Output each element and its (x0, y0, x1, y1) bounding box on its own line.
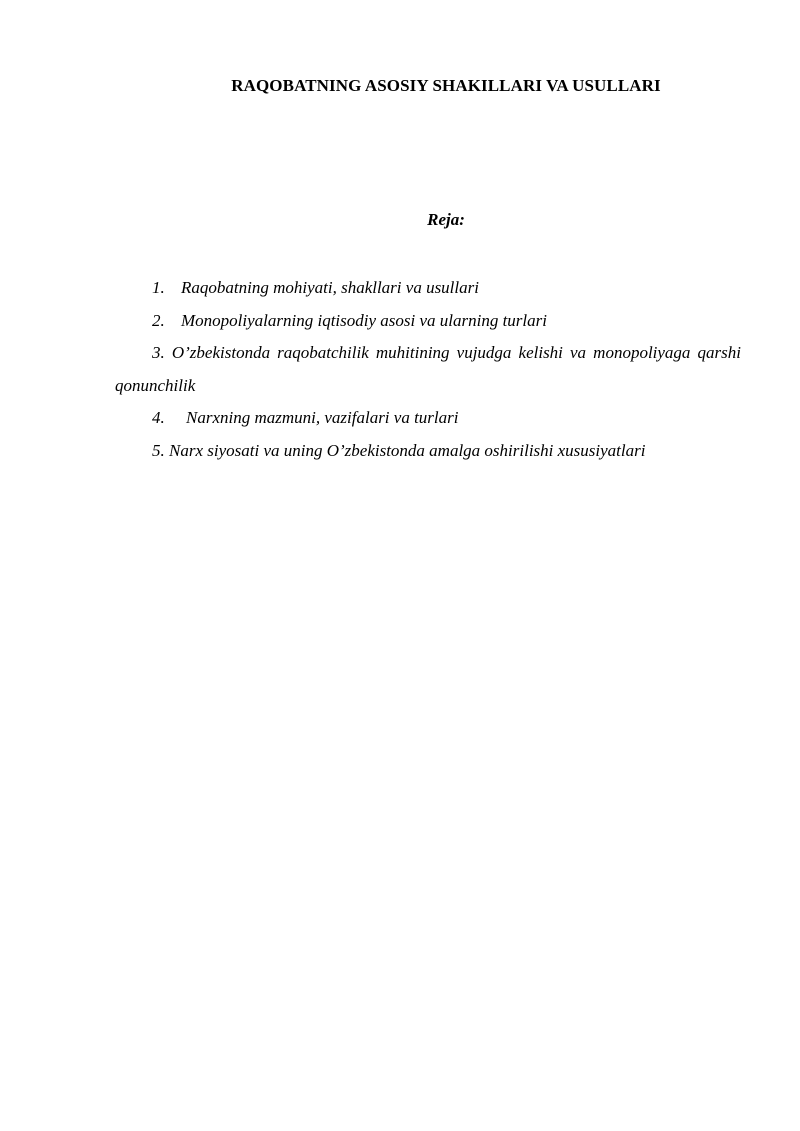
plan-list (115, 272, 741, 467)
plan-item-2 (115, 305, 741, 338)
plan-heading: Reja: (427, 210, 465, 229)
plan-item-5: 5. Narx siyosati va uning O’zbekistonda amalga oshirilishi xususiyatlari (152, 440, 646, 460)
plan-item-number: 4. (152, 408, 165, 427)
plan-item-4 (115, 402, 741, 435)
plan-item-number: 2. (152, 310, 165, 330)
plan-item-text: Monopoliyalarning iqtisodiy asosi va ularning turlari (181, 310, 547, 330)
plan-item-text: Raqobatning mohiyati, shakllari va usullari (181, 278, 479, 297)
document-title: RAQOBATNING ASOSIY SHAKILLARI VA USULLARI (231, 76, 661, 95)
plan-item-number: 1. (152, 278, 165, 297)
plan-item-3: 3. O’zbekistonda raqobatchilik muhitining vujudga kelishi va monopoliyaga qarshi qonunchilik (115, 343, 741, 395)
plan-item-1 (115, 272, 741, 305)
plan-item-text: Narxning mazmuni, vazifalari va turlari (186, 408, 459, 427)
